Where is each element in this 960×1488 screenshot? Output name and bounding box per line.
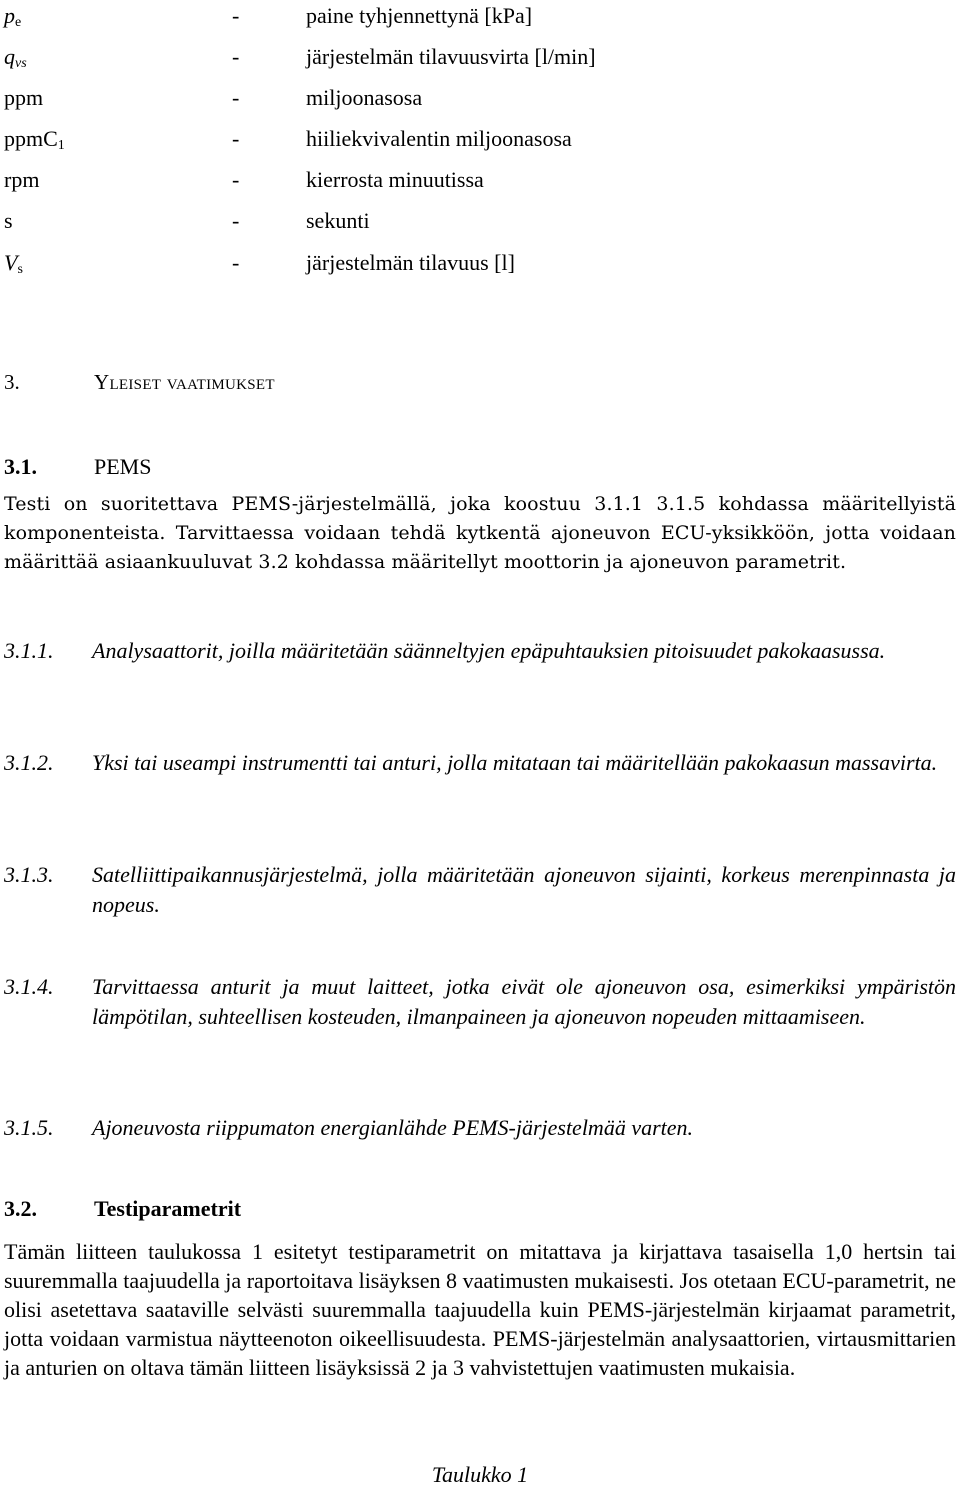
section-paragraph: Testi on suoritettava PEMS-järjestelmällä, joka koostuu 3.1.1 3.1.5 kohdassa määritellyistä komponenteista. Tarvittaessa voidaan tehdä kytkentä ajoneuvon ECU-yksikköön, jotta voidaan määrittää asiaankuuluvat 3.2 kohdassa määritellyt moottorin ja ajoneuvon parametrit.	[4, 493, 956, 573]
symbol: ppmC$_1$	[4, 126, 65, 153]
item-text: Tarvittaessa anturit ja muut laitteet, jotka eivät ole ajoneuvon osa, esimerkiksi ympäristön lämpötilan, suhteellisen kosteuden, ilmanpaineen ja ajoneuvon nopeuden mittaamiseen.	[92, 974, 956, 1029]
section-paragraph: Tämän liitteen taulukossa 1 esitetyt testiparametrit on mitattava ja kirjattava tasaisella 1,0 hertsin tai suuremmalla taajuudella ja raportoitava lisäyksen 8 vaatimusten mukaisesti. Jos otetaan ECU-parametrit, ne olisi asetettava saataville selvästi suuremmalla taajuudella kuin PEMS-järjestelmän kirjaamat parametrit, jotta voidaan varmistua näytteenoton oikeellisuudesta. PEMS-järjestelmän analysaattorien, virtausmittarien ja anturien on oltava tämän liitteen lisäyksissä 2 ja 3 vahvistettujen vaatimusten mukaisia.	[4, 1239, 956, 1380]
list-item	[4, 636, 956, 666]
section-title: Yleiset vaatimukset	[94, 370, 275, 394]
subsection-heading	[4, 454, 151, 480]
list-item	[4, 972, 956, 1032]
symbol: ppm	[4, 85, 44, 110]
list-item	[4, 748, 956, 778]
subsection-number: 3.2.	[4, 1196, 37, 1221]
symbol-description: järjestelmän tilavuusvirta [l/min]	[306, 44, 596, 69]
section-number: 3.	[4, 370, 20, 394]
list-item	[4, 1113, 956, 1143]
item-number: 3.1.3.	[4, 862, 54, 887]
symbol-dash: -	[232, 208, 240, 233]
symbol: s	[4, 208, 13, 233]
subsection-number: 3.1.	[4, 454, 37, 479]
item-number: 3.1.5.	[4, 1115, 54, 1140]
item-text: Yksi tai useampi instrumentti tai anturi, jolla mitataan tai määritellään pakokaasun massavirta.	[92, 750, 938, 775]
symbol-dash: -	[232, 85, 240, 110]
symbol: $V_s$	[4, 250, 23, 277]
table-caption: Taulukko 1	[431, 1462, 529, 1487]
symbol-description: järjestelmän tilavuus [l]	[306, 250, 515, 275]
symbol: $q_{vs}$	[4, 44, 27, 71]
symbol-description: paine tyhjennettynä [kPa]	[306, 3, 533, 28]
symbol-description: hiiliekvivalentin miljoonasosa	[306, 126, 572, 151]
symbol-description: miljoonasosa	[306, 85, 423, 110]
symbol-dash: -	[232, 3, 240, 28]
symbol: rpm	[4, 167, 40, 192]
symbol-dash: -	[232, 126, 240, 151]
item-number: 3.1.1.	[4, 638, 54, 663]
list-item	[4, 860, 956, 920]
item-number: 3.1.2.	[4, 750, 54, 775]
item-text: Satelliittipaikannusjärjestelmä, jolla määritetään ajoneuvon sijainti, korkeus merenpinnasta ja nopeus.	[92, 862, 956, 917]
item-text: Ajoneuvosta riippumaton energianlähde PEMS-järjestelmää varten.	[92, 1115, 694, 1140]
subsection-title: Testiparametrit	[94, 1196, 242, 1221]
item-text: Analysaattorit, joilla määritetään säänneltyjen epäpuhtauksien pitoisuudet pakokaasussa.	[92, 638, 886, 663]
subsection-heading	[4, 1196, 241, 1222]
subsection-title: PEMS	[94, 454, 152, 479]
symbol: $p_e$	[4, 3, 22, 30]
symbol-description: sekunti	[306, 208, 370, 233]
section-heading	[4, 370, 275, 395]
item-number: 3.1.4.	[4, 974, 54, 999]
symbol-description: kierrosta minuutissa	[306, 167, 484, 192]
symbol-dash: -	[232, 167, 240, 192]
symbol-dash: -	[232, 44, 240, 69]
symbol-dash: -	[232, 250, 240, 275]
